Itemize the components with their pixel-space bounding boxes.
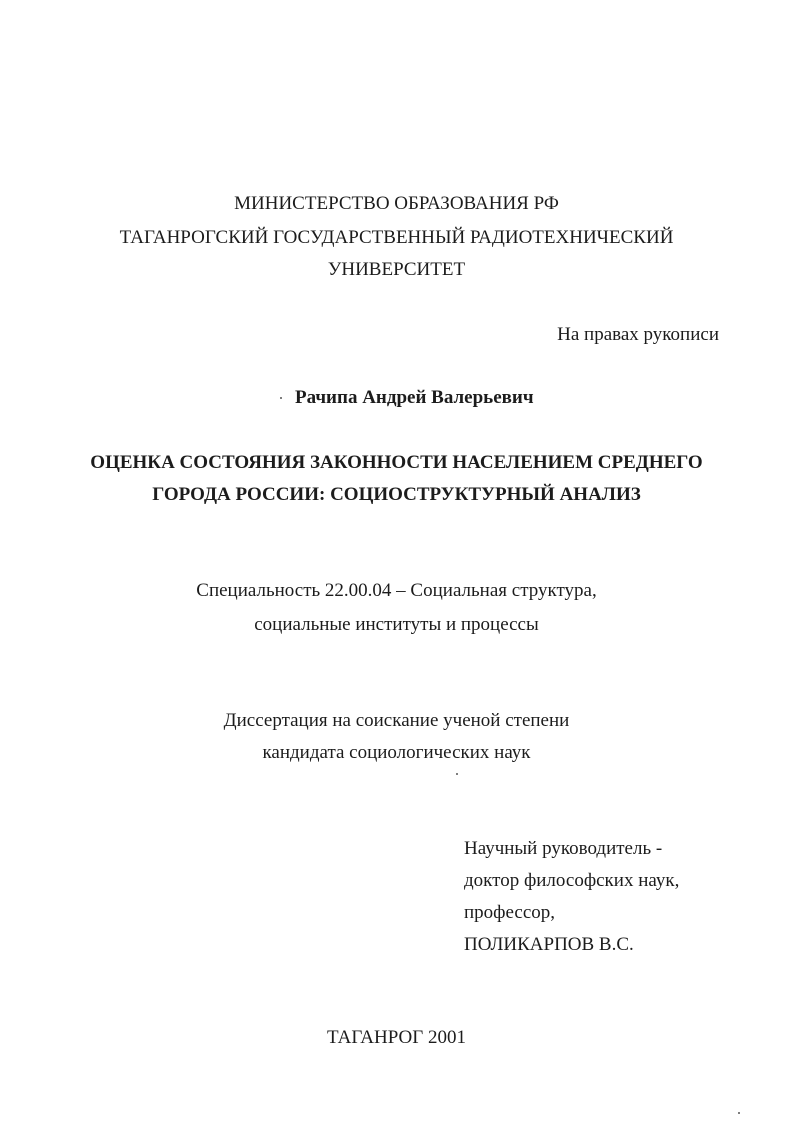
- manuscript-note: На правах рукописи: [557, 324, 719, 345]
- scan-speck: [280, 397, 282, 399]
- thesis-title-line1: ОЦЕНКА СОСТОЯНИЯ ЗАКОННОСТИ НАСЕЛЕНИЕМ СРЕДНЕГО: [90, 452, 703, 473]
- supervisor-degree: доктор философских наук,: [464, 870, 680, 891]
- supervisor-role: Научный руководитель -: [464, 838, 663, 859]
- scan-speck: [738, 1112, 740, 1114]
- degree-line2: кандидата социологических наук: [262, 742, 531, 763]
- ministry-heading: МИНИСТЕРСТВО ОБРАЗОВАНИЯ РФ: [234, 193, 559, 214]
- university-heading-line2: УНИВЕРСИТЕТ: [327, 259, 466, 280]
- specialty-line1: Специальность 22.00.04 – Социальная структура,: [196, 580, 597, 601]
- supervisor-name: ПОЛИКАРПОВ В.С.: [464, 934, 634, 955]
- university-heading-line1: ТАГАНРОГСКИЙ ГОСУДАРСТВЕННЫЙ РАДИОТЕХНИЧЕСКИЙ: [119, 227, 674, 248]
- thesis-title-line2: ГОРОДА РОССИИ: СОЦИОСТРУКТУРНЫЙ АНАЛИЗ: [152, 484, 641, 505]
- author-name: Рачипа Андрей Валерьевич: [295, 387, 534, 408]
- degree-line1: Диссертация на соискание ученой степени: [223, 710, 570, 731]
- scan-speck: [456, 773, 458, 775]
- city-year: ТАГАНРОГ 2001: [327, 1027, 466, 1048]
- specialty-line2: социальные институты и процессы: [254, 614, 539, 635]
- supervisor-rank: профессор,: [464, 902, 556, 923]
